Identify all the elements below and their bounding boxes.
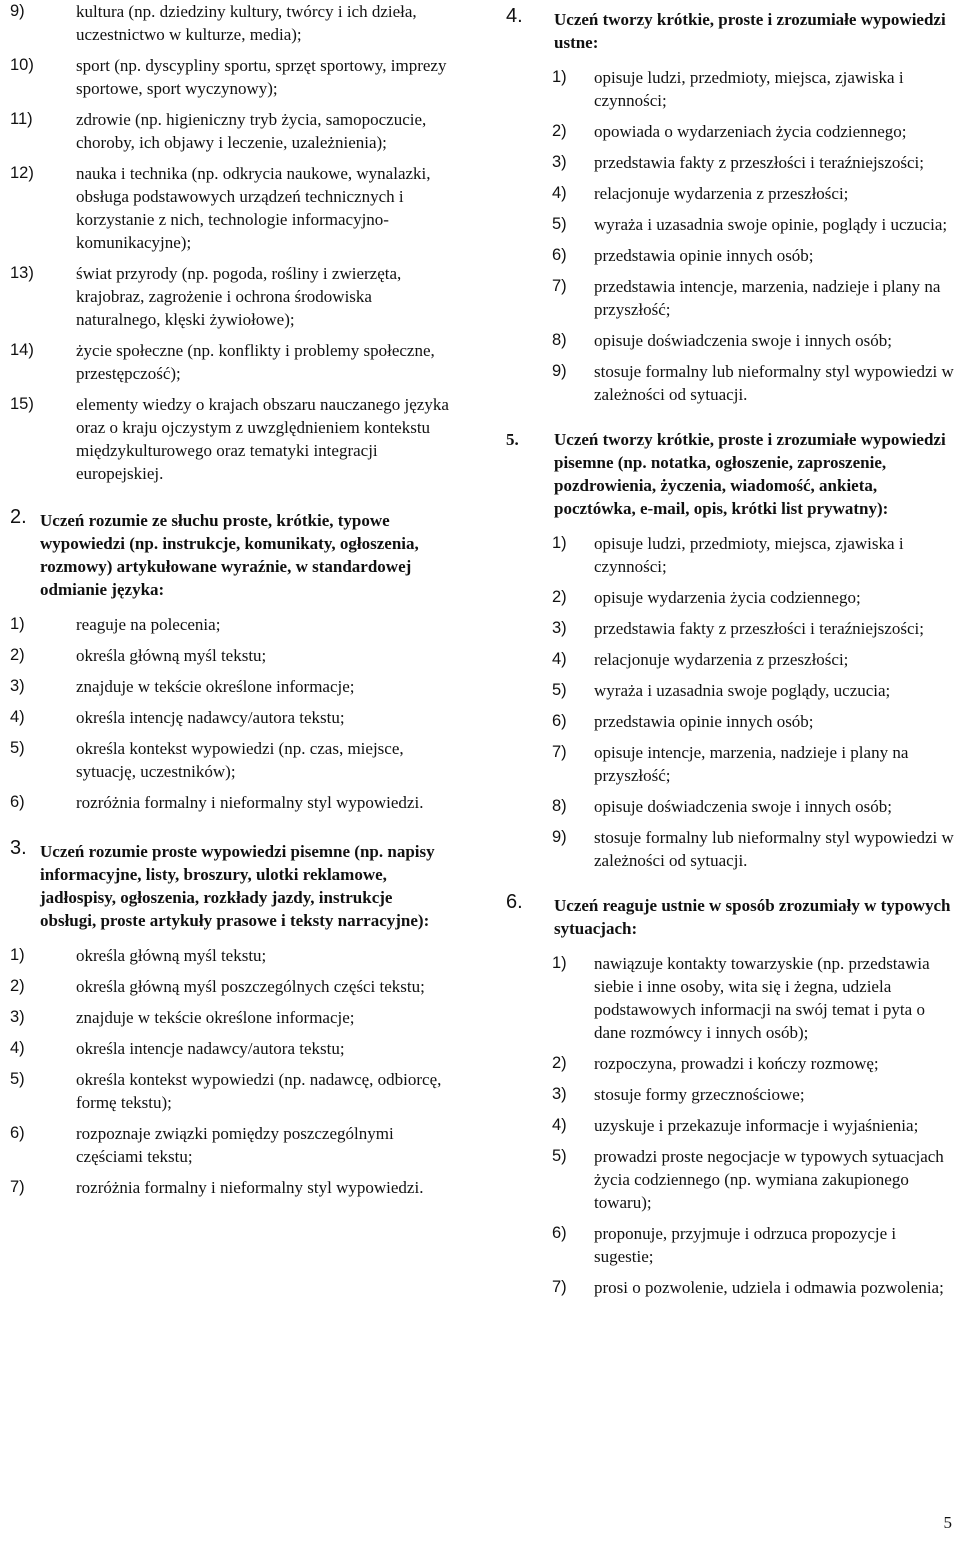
item-text: określa intencję nadawcy/autora tekstu; bbox=[76, 708, 345, 727]
item-text: rozpoczyna, prowadzi i kończy rozmowę; bbox=[594, 1054, 879, 1073]
item-text: opisuje doświadczenia swoje i innych osób; bbox=[594, 331, 892, 350]
list-item bbox=[506, 1114, 958, 1137]
item-text: świat przyrody (np. pogoda, rośliny i zwierzęta, krajobraz, zagrożenie i ochrona środowiska naturalnego, klęski żywiołowe); bbox=[76, 264, 402, 329]
list-item bbox=[506, 586, 958, 609]
item-number: 5) bbox=[552, 681, 567, 699]
item-text: opisuje ludzi, przedmioty, miejsca, zjawiska i czynności; bbox=[594, 534, 904, 576]
item-number: 4) bbox=[10, 708, 25, 726]
list-item bbox=[10, 1176, 452, 1199]
section-6-list bbox=[506, 952, 958, 1299]
list-item bbox=[10, 791, 452, 814]
item-number: 6) bbox=[552, 1224, 567, 1242]
item-text: życie społeczne (np. konflikty i problemy społeczne, przestępczość); bbox=[76, 341, 435, 383]
list-item bbox=[506, 1276, 958, 1299]
section-4-heading bbox=[506, 5, 958, 54]
item-text: proponuje, przyjmuje i odrzuca propozycje i sugestie; bbox=[594, 1224, 897, 1266]
list-item bbox=[506, 1083, 958, 1106]
item-text: nawiązuje kontakty towarzyskie (np. przedstawia siebie i inne osoby, wita się i żegna, udziela podstawowych informacji na swój temat i pyta o dane rozmówcy i innych osób); bbox=[594, 954, 930, 1042]
section-number: 2. bbox=[10, 506, 27, 528]
item-text: rozpoznaje związki pomiędzy poszczególnymi częściami tekstu; bbox=[76, 1124, 394, 1166]
item-number: 13) bbox=[10, 264, 34, 282]
list-item bbox=[10, 1006, 452, 1029]
item-number: 3) bbox=[10, 677, 25, 695]
section-title: Uczeń tworzy krótkie, proste i zrozumiałe wypowiedzi pisemne (np. notatka, ogłoszenie, zaproszenie, pozdrowienia, życzenia, wiadomość, ankieta, pocztówka, e-mail, opis, krótki list prywatny): bbox=[554, 430, 946, 518]
item-text: określa kontekst wypowiedzi (np. czas, miejsce, sytuację, uczestników); bbox=[76, 739, 404, 781]
item-number: 15) bbox=[10, 395, 34, 413]
item-number: 1) bbox=[552, 954, 567, 972]
item-text: przedstawia fakty z przeszłości i teraźniejszości; bbox=[594, 153, 924, 172]
item-number: 3) bbox=[552, 1085, 567, 1103]
item-text: opisuje wydarzenia życia codziennego; bbox=[594, 588, 861, 607]
right-column bbox=[506, 0, 958, 1307]
item-text: opisuje ludzi, przedmioty, miejsca, zjawiska i czynności; bbox=[594, 68, 904, 110]
list-item bbox=[506, 360, 958, 406]
list-item bbox=[10, 0, 452, 46]
item-number: 3) bbox=[552, 153, 567, 171]
section-number: 4. bbox=[506, 5, 523, 27]
item-text: relacjonuje wydarzenia z przeszłości; bbox=[594, 184, 849, 203]
item-number: 9) bbox=[552, 828, 567, 846]
list-item bbox=[506, 795, 958, 818]
list-item bbox=[10, 54, 452, 100]
item-number: 6) bbox=[552, 712, 567, 730]
list-item bbox=[10, 613, 452, 636]
list-item bbox=[506, 1145, 958, 1214]
item-number: 1) bbox=[10, 615, 25, 633]
list-item bbox=[10, 706, 452, 729]
list-item bbox=[10, 975, 452, 998]
list-item bbox=[10, 1068, 452, 1114]
list-item bbox=[506, 120, 958, 143]
item-text: uzyskuje i przekazuje informacje i wyjaśnienia; bbox=[594, 1116, 919, 1135]
list-item bbox=[506, 275, 958, 321]
item-text: kultura (np. dziedziny kultury, twórcy i ich dzieła, uczestnictwo w kulturze, media); bbox=[76, 2, 417, 44]
item-number: 4) bbox=[10, 1039, 25, 1057]
item-number: 7) bbox=[552, 743, 567, 761]
section-number: 6. bbox=[506, 891, 523, 913]
item-number: 1) bbox=[552, 534, 567, 552]
item-text: przedstawia fakty z przeszłości i teraźniejszości; bbox=[594, 619, 924, 638]
item-text: rozróżnia formalny i nieformalny styl wypowiedzi. bbox=[76, 1178, 424, 1197]
list-item bbox=[506, 648, 958, 671]
item-text: zdrowie (np. higieniczny tryb życia, samopoczucie, choroby, ich objawy i leczenie, uzależnienia); bbox=[76, 110, 427, 152]
list-item bbox=[506, 329, 958, 352]
item-number: 3) bbox=[552, 619, 567, 637]
item-number: 5) bbox=[552, 215, 567, 233]
list-item bbox=[506, 617, 958, 640]
list-item bbox=[506, 741, 958, 787]
list-item bbox=[506, 151, 958, 174]
section-4-list bbox=[506, 66, 958, 406]
item-text: znajduje w tekście określone informacje; bbox=[76, 1008, 355, 1027]
list-item bbox=[10, 1037, 452, 1060]
item-number: 12) bbox=[10, 164, 34, 182]
section-5-list bbox=[506, 532, 958, 872]
left-column bbox=[10, 0, 452, 1207]
list-item bbox=[506, 66, 958, 112]
item-number: 4) bbox=[552, 650, 567, 668]
item-number: 2) bbox=[552, 1054, 567, 1072]
item-number: 9) bbox=[552, 362, 567, 380]
section-number: 3. bbox=[10, 837, 27, 859]
item-number: 5) bbox=[10, 1070, 25, 1088]
item-number: 2) bbox=[10, 977, 25, 995]
list-item bbox=[10, 262, 452, 331]
list-item bbox=[10, 162, 452, 254]
list-item bbox=[10, 1122, 452, 1168]
page-number: 5 bbox=[943, 1513, 952, 1532]
item-number: 4) bbox=[552, 184, 567, 202]
item-number: 9) bbox=[10, 2, 25, 20]
item-text: określa główną myśl tekstu; bbox=[76, 946, 267, 965]
item-text: wyraża i uzasadnia swoje opinie, poglądy i uczucia; bbox=[594, 215, 948, 234]
list-item bbox=[506, 826, 958, 872]
item-text: stosuje formy grzecznościowe; bbox=[594, 1085, 805, 1104]
section-title: Uczeń tworzy krótkie, proste i zrozumiałe wypowiedzi ustne: bbox=[554, 10, 946, 52]
item-number: 7) bbox=[552, 277, 567, 295]
item-text: określa kontekst wypowiedzi (np. nadawcę, odbiorcę, formę tekstu); bbox=[76, 1070, 442, 1112]
item-text: prowadzi proste negocjacje w typowych sytuacjach życia codziennego (np. wymiana zakupionego towaru); bbox=[594, 1147, 944, 1212]
list-item bbox=[506, 952, 958, 1044]
list-item bbox=[506, 1222, 958, 1268]
item-number: 4) bbox=[552, 1116, 567, 1134]
item-text: przedstawia opinie innych osób; bbox=[594, 712, 814, 731]
item-text: reaguje na polecenia; bbox=[76, 615, 221, 634]
section-title: Uczeń rozumie proste wypowiedzi pisemne (np. napisy informacyjne, listy, broszury, ulotki reklamowe, jadłospisy, ogłoszenia, rozkłady jazdy, instrukcje obsługi, proste artykuły prasowe i teksty narracyjne): bbox=[40, 842, 435, 930]
item-number: 6) bbox=[10, 1124, 25, 1142]
item-number: 2) bbox=[552, 588, 567, 606]
item-number: 6) bbox=[10, 793, 25, 811]
item-number: 6) bbox=[552, 246, 567, 264]
section-2-heading bbox=[10, 506, 452, 601]
item-text: określa główną myśl tekstu; bbox=[76, 646, 267, 665]
item-number: 2) bbox=[10, 646, 25, 664]
item-number: 5) bbox=[552, 1147, 567, 1165]
item-number: 7) bbox=[10, 1178, 25, 1196]
item-number: 11) bbox=[10, 110, 33, 128]
item-number: 8) bbox=[552, 331, 567, 349]
item-text: opowiada o wydarzeniach życia codziennego; bbox=[594, 122, 907, 141]
item-number: 10) bbox=[10, 56, 34, 74]
list-item bbox=[10, 944, 452, 967]
item-text: sport (np. dyscypliny sportu, sprzęt sportowy, imprezy sportowe, sport wyczynowy); bbox=[76, 56, 447, 98]
item-text: prosi o pozwolenie, udziela i odmawia pozwolenia; bbox=[594, 1278, 944, 1297]
list-item bbox=[506, 532, 958, 578]
list-item bbox=[10, 737, 452, 783]
item-text: przedstawia intencje, marzenia, nadzieje i plany na przyszłość; bbox=[594, 277, 941, 319]
item-text: elementy wiedzy o krajach obszaru nauczanego języka oraz o kraju ojczystym z uwzględnieniem kontekstu międzykulturowego oraz tematyki integracji europejskiej. bbox=[76, 395, 449, 483]
item-text: określa intencje nadawcy/autora tekstu; bbox=[76, 1039, 345, 1058]
item-text: wyraża i uzasadnia swoje poglądy, uczucia; bbox=[594, 681, 891, 700]
section-3-heading bbox=[10, 837, 452, 932]
section-6-heading bbox=[506, 891, 958, 940]
section-title: Uczeń reaguje ustnie w sposób zrozumiały w typowych sytuacjach: bbox=[554, 896, 951, 938]
list-item bbox=[506, 182, 958, 205]
list-item bbox=[10, 644, 452, 667]
section-number: 5. bbox=[506, 430, 519, 449]
item-text: stosuje formalny lub nieformalny styl wypowiedzi w zależności od sytuacji. bbox=[594, 828, 954, 870]
list-item bbox=[10, 393, 452, 485]
list-item bbox=[506, 1052, 958, 1075]
item-number: 5) bbox=[10, 739, 25, 757]
item-number: 1) bbox=[10, 946, 25, 964]
item-text: określa główną myśl poszczególnych części tekstu; bbox=[76, 977, 425, 996]
item-text: przedstawia opinie innych osób; bbox=[594, 246, 814, 265]
topic-list bbox=[10, 0, 452, 485]
item-number: 7) bbox=[552, 1278, 567, 1296]
item-number: 2) bbox=[552, 122, 567, 140]
item-text: opisuje intencje, marzenia, nadzieje i plany na przyszłość; bbox=[594, 743, 909, 785]
section-2-list bbox=[10, 613, 452, 814]
list-item bbox=[506, 710, 958, 733]
list-item bbox=[10, 675, 452, 698]
item-number: 3) bbox=[10, 1008, 25, 1026]
item-number: 1) bbox=[552, 68, 567, 86]
item-text: nauka i technika (np. odkrycia naukowe, wynalazki, obsługa podstawowych urządzeń technicznych i korzystanie z nich, technologie informacyjno-komunikacyjne); bbox=[76, 164, 431, 252]
list-item bbox=[506, 244, 958, 267]
list-item bbox=[10, 339, 452, 385]
section-title: Uczeń rozumie ze słuchu proste, krótkie, typowe wypowiedzi (np. instrukcje, komunikaty, ogłoszenia, rozmowy) artykułowane wyraźnie, w standardowej odmianie języka: bbox=[40, 511, 419, 599]
list-item bbox=[10, 108, 452, 154]
item-number: 8) bbox=[552, 797, 567, 815]
list-item bbox=[506, 213, 958, 236]
section-3-list bbox=[10, 944, 452, 1199]
item-text: rozróżnia formalny i nieformalny styl wypowiedzi. bbox=[76, 793, 424, 812]
item-number: 14) bbox=[10, 341, 34, 359]
item-text: znajduje w tekście określone informacje; bbox=[76, 677, 355, 696]
item-text: opisuje doświadczenia swoje i innych osób; bbox=[594, 797, 892, 816]
section-5-heading bbox=[506, 428, 958, 520]
item-text: relacjonuje wydarzenia z przeszłości; bbox=[594, 650, 849, 669]
item-text: stosuje formalny lub nieformalny styl wypowiedzi w zależności od sytuacji. bbox=[594, 362, 954, 404]
list-item bbox=[506, 679, 958, 702]
